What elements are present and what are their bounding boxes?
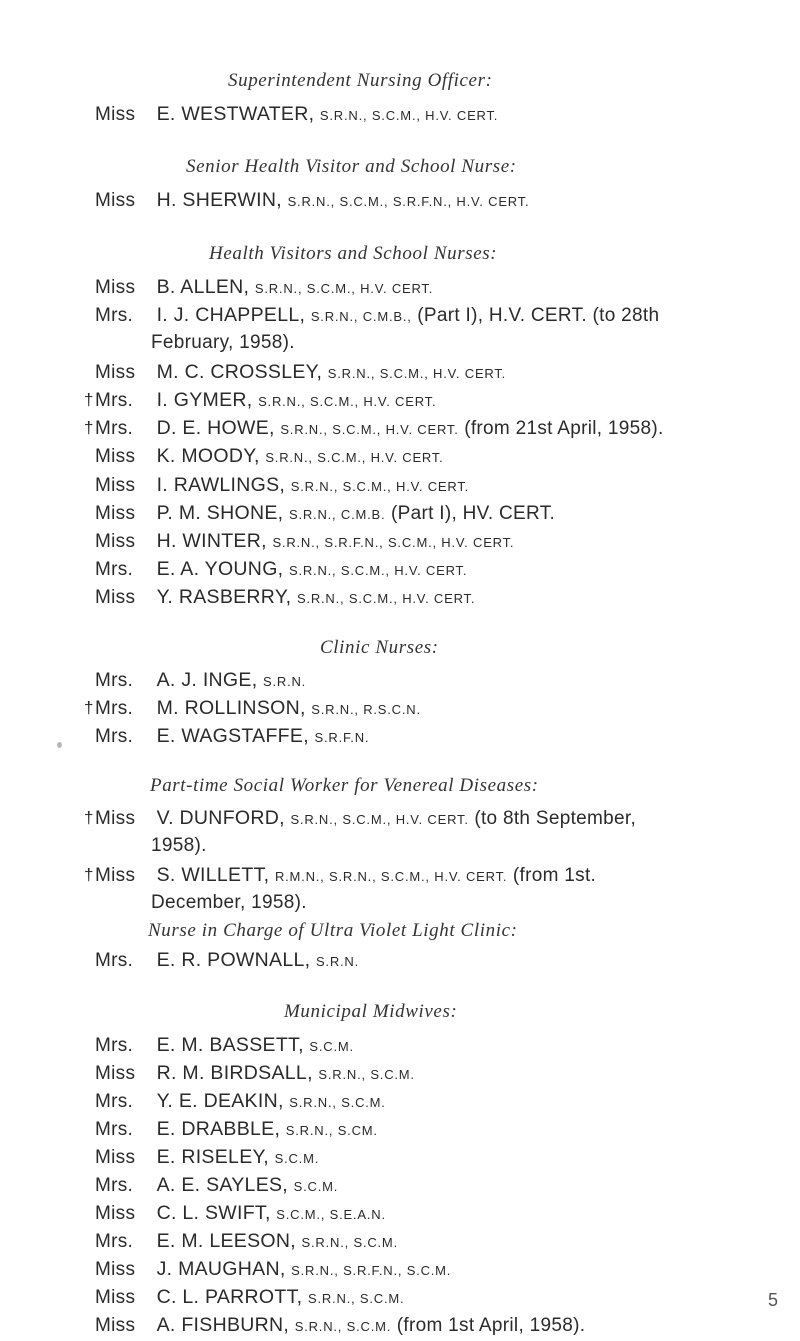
staff-entry bbox=[84, 416, 664, 442]
staff-entry bbox=[95, 1117, 378, 1143]
staff-qualifications: S.R.N., C.M.B. bbox=[288, 507, 386, 522]
staff-name: E. M. LEESON, bbox=[156, 1230, 296, 1252]
stray-mark bbox=[57, 742, 62, 748]
staff-title: Miss bbox=[95, 362, 136, 383]
staff-note: (from 1st. bbox=[512, 865, 597, 886]
staff-qualifications: S.R.N., S.C.M., S.R.F.N., H.V. CERT. bbox=[287, 194, 530, 209]
staff-title: Miss bbox=[95, 1147, 136, 1168]
staff-entry bbox=[84, 806, 637, 832]
staff-qualifications: S.R.N., S.R.F.N., S.C.M., H.V. CERT. bbox=[272, 535, 515, 550]
staff-entry bbox=[95, 1173, 338, 1199]
staff-note-continued: February, 1958). bbox=[151, 332, 295, 353]
staff-entry bbox=[95, 188, 529, 214]
staff-entry bbox=[95, 275, 433, 301]
staff-entry bbox=[95, 585, 475, 611]
staff-name: E. WAGSTAFFE, bbox=[156, 725, 309, 747]
staff-title: Miss bbox=[95, 1315, 136, 1336]
staff-entry bbox=[95, 948, 359, 974]
staff-qualifications: S.R.N. bbox=[263, 674, 307, 689]
staff-name: I. J. CHAPPELL, bbox=[156, 304, 306, 326]
staff-title: Mrs. bbox=[95, 418, 134, 439]
staff-name: Y. RASBERRY, bbox=[156, 586, 292, 608]
staff-title: Miss bbox=[95, 277, 136, 298]
staff-title: Mrs. bbox=[95, 670, 134, 691]
staff-entry bbox=[95, 1201, 386, 1227]
staff-qualifications: S.C.M. bbox=[293, 1179, 339, 1194]
dagger-mark: † bbox=[84, 865, 94, 884]
staff-title: Mrs. bbox=[95, 950, 134, 971]
dagger-mark: † bbox=[84, 390, 94, 409]
staff-entry bbox=[95, 668, 306, 694]
staff-qualifications: S.R.N., C.M.B., bbox=[310, 309, 412, 324]
staff-entry bbox=[95, 473, 469, 499]
staff-note: (Part I), H.V. CERT. (to 28th bbox=[417, 305, 660, 326]
staff-title: Mrs. bbox=[95, 1231, 134, 1252]
staff-entry bbox=[95, 303, 659, 329]
staff-entry bbox=[84, 696, 421, 722]
staff-title: Mrs. bbox=[95, 698, 134, 719]
staff-name: B. ALLEN, bbox=[156, 276, 250, 298]
staff-name: I. RAWLINGS, bbox=[156, 474, 286, 496]
heading-senior-health-visitor: Senior Health Visitor and School Nurse: bbox=[186, 156, 517, 177]
staff-name: A. E. SAYLES, bbox=[156, 1174, 289, 1196]
staff-qualifications: S.R.N., S.C.M. bbox=[318, 1067, 415, 1082]
staff-qualifications: S.R.N., S.C.M. bbox=[307, 1291, 405, 1306]
heading-superintendent: Superintendent Nursing Officer: bbox=[228, 70, 493, 91]
staff-title: Mrs. bbox=[95, 1091, 134, 1112]
staff-name: I. GYMER, bbox=[156, 389, 253, 411]
staff-name: A. J. INGE, bbox=[156, 669, 258, 691]
dagger-mark: † bbox=[84, 808, 94, 827]
staff-entry bbox=[95, 724, 369, 750]
staff-qualifications: S.R.F.N. bbox=[314, 730, 370, 745]
staff-entry bbox=[95, 529, 514, 555]
staff-name: A. FISHBURN, bbox=[156, 1314, 290, 1336]
staff-name: C. L. SWIFT, bbox=[156, 1202, 271, 1224]
heading-health-visitors: Health Visitors and School Nurses: bbox=[209, 243, 498, 264]
staff-title: Miss bbox=[95, 475, 136, 496]
staff-qualifications: S.C.M., S.E.A.N. bbox=[276, 1207, 386, 1222]
dagger-mark: † bbox=[84, 698, 94, 717]
staff-title: Miss bbox=[95, 1063, 136, 1084]
staff-entry bbox=[84, 388, 437, 414]
heading-uv-clinic: Nurse in Charge of Ultra Violet Light Clinic: bbox=[148, 920, 518, 941]
staff-name: E. A. YOUNG, bbox=[156, 558, 284, 580]
staff-title: Miss bbox=[95, 587, 136, 608]
staff-qualifications: S.C.M. bbox=[309, 1039, 354, 1054]
heading-clinic-nurses: Clinic Nurses: bbox=[320, 637, 439, 658]
staff-name: J. MAUGHAN, bbox=[156, 1258, 286, 1280]
staff-name: E. RISELEY, bbox=[156, 1146, 270, 1168]
staff-name: E. M. BASSETT, bbox=[156, 1034, 304, 1056]
staff-entry bbox=[95, 360, 506, 386]
staff-name: E. R. POWNALL, bbox=[156, 949, 311, 971]
staff-entry bbox=[84, 863, 597, 889]
heading-social-worker: Part-time Social Worker for Venereal Diseases: bbox=[150, 775, 539, 796]
staff-title: Mrs. bbox=[95, 1119, 134, 1140]
dagger-mark: † bbox=[84, 418, 94, 437]
staff-title: Miss bbox=[95, 1259, 136, 1280]
staff-entry bbox=[95, 1285, 404, 1311]
staff-entry bbox=[95, 1089, 386, 1115]
staff-qualifications: S.R.N. bbox=[315, 954, 360, 969]
staff-title: Mrs. bbox=[95, 390, 134, 411]
staff-qualifications: S.R.N., S.R.F.N., S.C.M. bbox=[291, 1263, 452, 1278]
staff-title: Miss bbox=[95, 531, 136, 552]
staff-entry bbox=[95, 1313, 585, 1339]
staff-title: Mrs. bbox=[95, 559, 134, 580]
staff-entry bbox=[95, 501, 555, 527]
staff-note-continued: 1958). bbox=[151, 835, 207, 856]
staff-name: M. ROLLINSON, bbox=[156, 697, 306, 719]
staff-title: Mrs. bbox=[95, 305, 134, 326]
staff-title: Miss bbox=[95, 446, 136, 467]
staff-qualifications: S.C.M. bbox=[274, 1151, 320, 1166]
staff-title: Miss bbox=[95, 503, 136, 524]
staff-qualifications: S.R.N., S.CM. bbox=[285, 1123, 378, 1138]
staff-title: Miss bbox=[95, 1203, 136, 1224]
staff-qualifications: S.R.N., S.C.M. bbox=[301, 1235, 398, 1250]
staff-note-continued: December, 1958). bbox=[151, 892, 307, 913]
staff-entry bbox=[95, 1145, 319, 1171]
staff-qualifications: S.R.N., S.C.M., H.V. CERT. bbox=[288, 563, 468, 578]
staff-name: R. M. BIRDSALL, bbox=[156, 1062, 313, 1084]
staff-name: E. DRABBLE, bbox=[156, 1118, 281, 1140]
staff-qualifications: S.R.N., S.C.M. bbox=[289, 1095, 386, 1110]
staff-qualifications: S.R.N., S.C.M., H.V. CERT. bbox=[280, 422, 459, 437]
staff-qualifications: S.R.N., S.C.M., H.V. CERT. bbox=[290, 812, 469, 827]
staff-note: (Part I), HV. CERT. bbox=[391, 503, 556, 524]
staff-title: Mrs. bbox=[95, 1175, 134, 1196]
page-number: 5 bbox=[768, 1290, 779, 1310]
staff-name: C. L. PARROTT, bbox=[156, 1286, 303, 1308]
staff-title: Mrs. bbox=[95, 726, 134, 747]
staff-qualifications: S.R.N., S.C.M., H.V. CERT. bbox=[258, 394, 437, 409]
staff-entry bbox=[95, 102, 498, 128]
staff-name: S. WILLETT, bbox=[156, 864, 270, 886]
staff-title: Miss bbox=[95, 865, 136, 886]
staff-entry bbox=[95, 1061, 415, 1087]
staff-qualifications: S.R.N., S.C.M., H.V. CERT. bbox=[254, 281, 434, 296]
staff-entry bbox=[95, 1229, 398, 1255]
staff-title: Miss bbox=[95, 104, 136, 125]
staff-entry bbox=[95, 1257, 451, 1283]
staff-title: Miss bbox=[95, 190, 136, 211]
staff-note: (from 1st April, 1958). bbox=[396, 1315, 586, 1336]
staff-entry bbox=[95, 1033, 354, 1059]
heading-midwives: Municipal Midwives: bbox=[284, 1001, 458, 1022]
staff-qualifications: S.R.N., S.C.M., H.V. CERT. bbox=[290, 479, 470, 494]
staff-name: H. WINTER, bbox=[156, 530, 267, 552]
staff-note: (from 21st April, 1958). bbox=[464, 418, 664, 439]
staff-name: K. MOODY, bbox=[156, 445, 260, 467]
staff-entry bbox=[95, 557, 467, 583]
staff-note: (to 8th September, bbox=[474, 808, 637, 829]
staff-qualifications: S.R.N., S.C.M., H.V. CERT. bbox=[296, 591, 476, 606]
staff-qualifications: S.R.N., S.C.M. bbox=[294, 1319, 392, 1334]
staff-name: V. DUNFORD, bbox=[156, 807, 285, 829]
staff-title: Mrs. bbox=[95, 1035, 134, 1056]
staff-title: Miss bbox=[95, 1287, 136, 1308]
staff-qualifications: S.R.N., R.S.C.N. bbox=[311, 702, 421, 717]
staff-name: M. C. CROSSLEY, bbox=[156, 361, 323, 383]
staff-name: D. E. HOWE, bbox=[156, 417, 275, 439]
staff-name: P. M. SHONE, bbox=[156, 502, 284, 524]
staff-qualifications: S.R.N., S.C.M., H.V. CERT. bbox=[265, 450, 444, 465]
staff-qualifications: S.R.N., S.C.M., H.V. CERT. bbox=[327, 366, 507, 381]
staff-entry bbox=[95, 444, 444, 470]
staff-qualifications: S.R.N., S.C.M., H.V. CERT. bbox=[319, 108, 499, 123]
staff-name: E. WESTWATER, bbox=[156, 103, 315, 125]
staff-qualifications: R.M.N., S.R.N., S.C.M., H.V. CERT. bbox=[274, 869, 508, 884]
staff-title: Miss bbox=[95, 808, 136, 829]
staff-name: Y. E. DEAKIN, bbox=[156, 1090, 284, 1112]
staff-name: H. SHERWIN, bbox=[156, 189, 282, 211]
